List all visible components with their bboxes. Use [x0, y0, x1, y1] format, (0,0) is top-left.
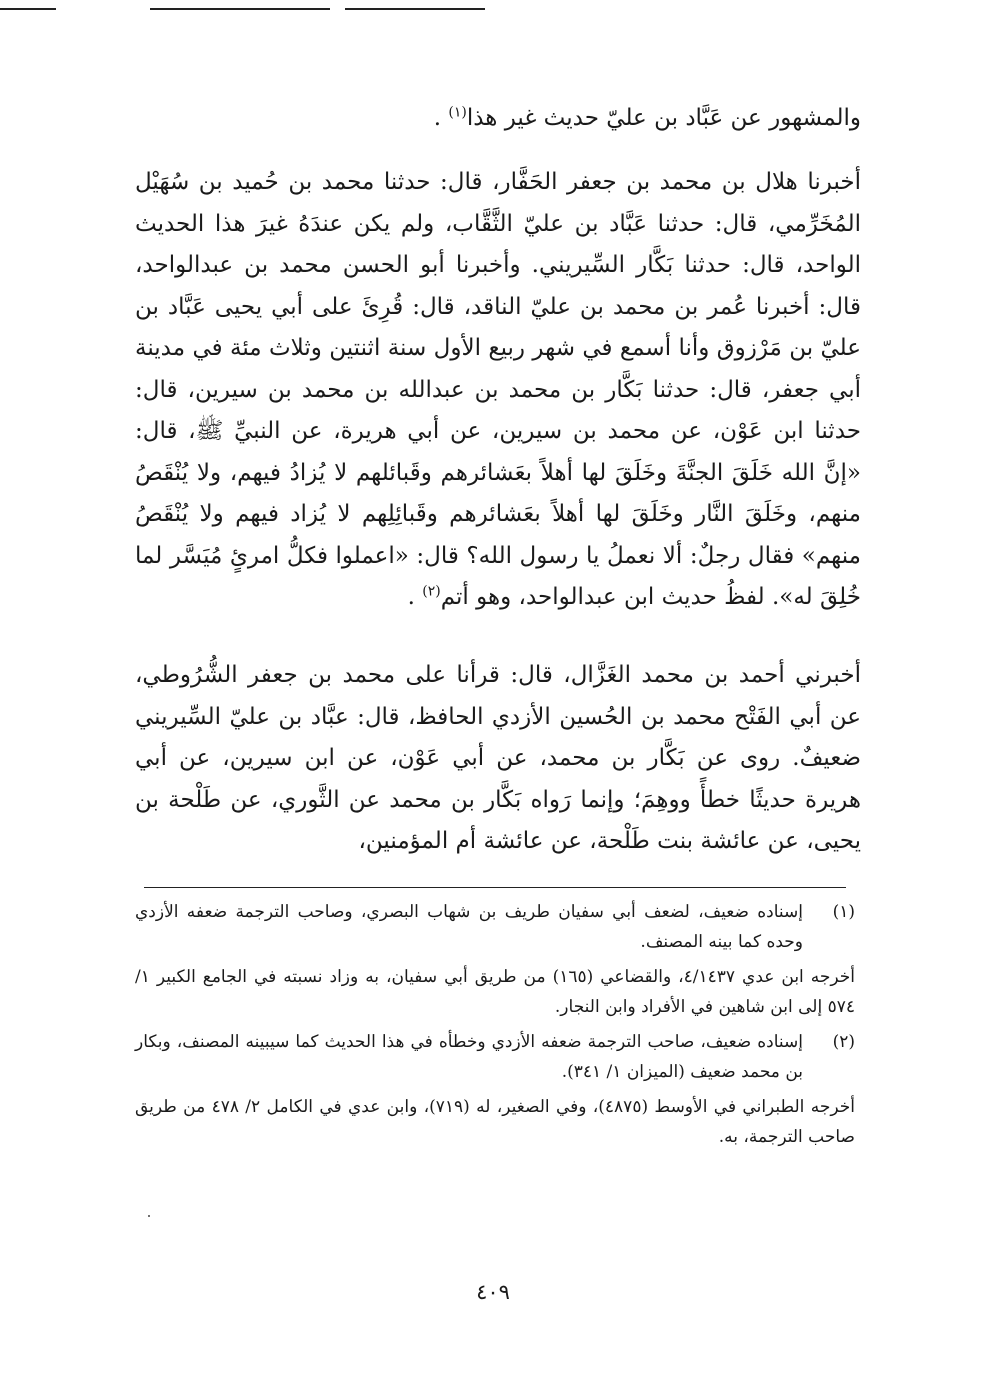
top-rule-right [345, 8, 485, 10]
footnote-2-number: (٢) [832, 1032, 855, 1052]
scan-speck [148, 1215, 150, 1217]
opening-line-end: . [433, 105, 449, 131]
paragraph-1-end: . [407, 584, 423, 610]
footnote-ref-1[interactable]: (١) [448, 104, 467, 121]
footnote-1 [135, 897, 855, 957]
footnote-divider [144, 887, 846, 888]
paragraph-hadith-narration [135, 162, 861, 619]
top-rule-middle [150, 8, 330, 10]
footnote-ref-2[interactable]: (٢) [422, 583, 441, 600]
opening-line [135, 98, 861, 138]
footnote-2 [135, 1027, 855, 1087]
footnotes-section [135, 897, 855, 1157]
footnote-1-detail: أخرجه ابن عدي ٤/١٤٣٧، والقضاعي (١٦٥) من طريق أبي سفيان، به وزاد نسبته في الجامع الكبير ١/ ٥٧٤ إلى ابن شاهين في الأفراد وابن النجار. [135, 967, 855, 1017]
opening-line-text: والمشهور عن عَبَّاد بن عليّ حديث غير هذا [466, 105, 861, 131]
footnote-1-number: (١) [832, 902, 855, 922]
paragraph-azdi-evaluation [135, 655, 861, 863]
footnote-2-detail: أخرجه الطبراني في الأوسط (٤٨٧٥)، وفي الصغير، له (٧١٩)، وابن عدي في الكامل ٢/ ٤٧٨ من طريق صاحب الترجمة، به. [135, 1097, 855, 1147]
page-number: ٤٠٩ [476, 1280, 510, 1304]
footnote-1-text: إسناده ضعيف، لضعف أبي سفيان طريف بن شهاب البصري، وصاحب الترجمة ضعفه الأزدي وحده كما بينه المصنف. [135, 902, 803, 952]
top-rule-left [0, 8, 56, 10]
paragraph-1-text: أخبرنا هلال بن محمد بن جعفر الحَفَّار، قال: حدثنا محمد بن حُميد بن سُهَيْل المُخَرِّمي، قال: حدثنا عَبَّاد بن عليّ الثَّقَّاب، ولم يكن عندَهُ غيرَ هذا الحديث الواحد، قال: حدثنا بَكَّار السِّيريني. وأخبرنا أبو الحسن محمد بن عبدالواحد، قال: أخبرنا عُمر بن محمد بن عليّ الناقد، قال: قُرِئَ على أبي يحيى عَبَّاد بن عليّ بن مَرْزوق وأنا أسمع في شهر ربيع الأول سنة اثنتين وثلاث مئة في مدينة أبي جعفر، قال: حدثنا بَكَّار بن محمد بن عبدالله بن محمد بن سيرين، قال: حدثنا ابن عَوْن، عن محمد بن سيرين، عن أبي هريرة، عن النبيِّ ﷺ، قال: «إنَّ الله خَلَقَ الجنَّةَ وخَلَقَ لها أهلاً بعَشائرهم وقَبائلهم لا يُزادُ فيهم، ولا يُنْقَصُ منهم، وخَلَقَ النَّار وخَلَقَ لها أهلاً بعَشائرهم وقَبائِلِهم لا يُزاد فيهم ولا يُنْقَصُ منهم» فقال رجلٌ: ألا نعملُ يا رسول الله؟ قال: «اعملوا فكلُّ امرئٍ مُيَسَّر لما خُلِقَ له». لفظُ حديث ابن عبدالواحد، وهو أتم [135, 169, 861, 610]
footnote-2-text: إسناده ضعيف، صاحب الترجمة ضعفه الأزدي وخطأه في هذا الحديث كما سيبينه المصنف، وبكار بن محمد ضعيف (الميزان ١/ ٣٤١). [135, 1032, 803, 1082]
paragraph-2-text: أخبرني أحمد بن محمد الغَزَّال، قال: قرأنا على محمد بن جعفر الشُّرُوطي، عن أبي الفَتْح محمد بن الحُسين الأزدي الحافظ، قال: عبَّاد بن عليّ السِّيريني ضعيفٌ. روى عن بَكَّار بن محمد، عن أبي عَوْن، عن ابن سيرين، عن أبي هريرة حديثًا خطأً ووهِمَ؛ وإنما رَواه بَكَّار بن محمد عن الثَّوري، عن طَلْحة بن يحيى، عن عائشة بنت طَلْحة، عن عائشة أم المؤمنين، [135, 662, 861, 854]
